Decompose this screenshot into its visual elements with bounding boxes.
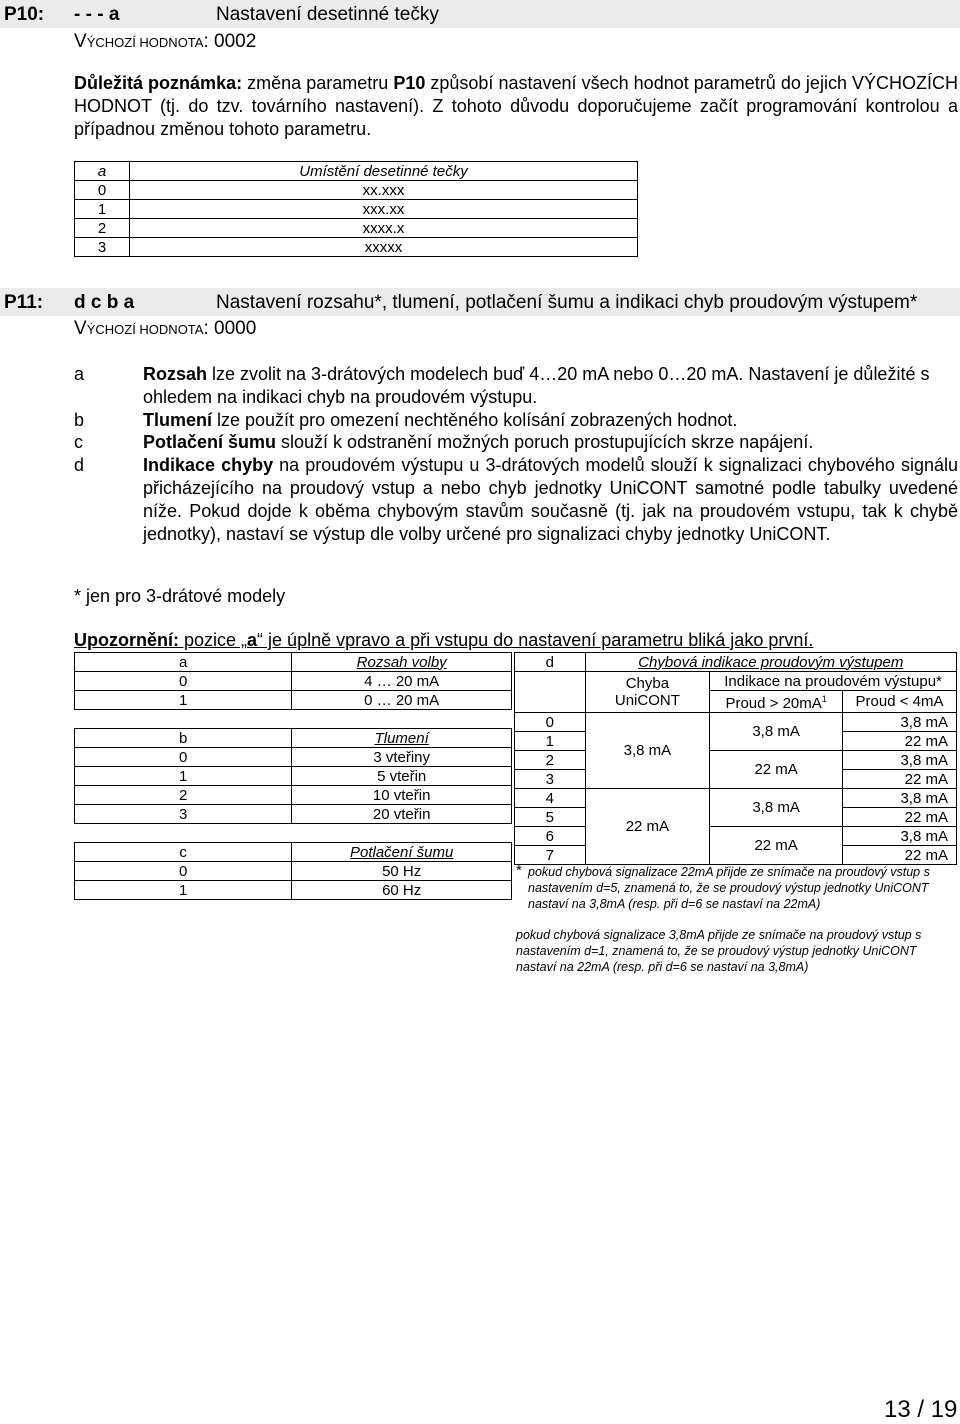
error-row-d: 0 <box>515 713 586 732</box>
lt-cell: 22 mA <box>843 732 957 751</box>
error-table-gt-header <box>710 691 843 713</box>
p10-digits: - - - a <box>74 4 120 25</box>
item-error-text: na proudovém výstupu u 3-drátových modelů slouží k signalizaci chybového signálu přicházejícího na proudový vstup a nebo chyb jednotky UniCONT samotné podle tabulky uvedené níže. Pokud dojde k oběma chybovým stavům současně (tj. jak na proudovém vstupu, tak k chybě jednotky), nastaví se výstup dle volby určené pro signalizaci chyby jednotky UniCONT. <box>143 455 958 544</box>
item-letter-b: b <box>74 410 85 430</box>
item-damping-label: Tlumení <box>143 410 213 430</box>
p11-code: P11: <box>4 292 44 313</box>
damping-row-key: 1 <box>75 767 292 786</box>
decimal-table-row-key: 3 <box>75 238 130 257</box>
p10-default-value: 0002 <box>214 31 257 52</box>
item-damping-text: lze použít pro omezení nechtěného kolísání zobrazených hodnot. <box>212 410 738 430</box>
error-table-empty <box>515 672 586 713</box>
table-spacer <box>75 710 292 729</box>
error-row-d: 7 <box>515 846 586 865</box>
error-row-d: 5 <box>515 808 586 827</box>
item-letter-c: c <box>74 432 83 452</box>
lt-cell: 3,8 mA <box>843 789 957 808</box>
lt-cell: 3,8 mA <box>843 751 957 770</box>
p10-default-line <box>74 31 256 53</box>
warning-line <box>74 629 813 652</box>
error-table-title: Chybová indikace proudovým výstupem <box>585 653 956 672</box>
p10-code: P10: <box>4 4 45 25</box>
lt-cell: 22 mA <box>843 770 957 789</box>
gt-header-text: Proud > 20mA <box>725 695 822 712</box>
error-row-d: 3 <box>515 770 586 789</box>
damping-header-key: b <box>75 729 292 748</box>
error-row-d: 2 <box>515 751 586 770</box>
decimal-table-row-key: 2 <box>75 219 130 238</box>
gt-cell: 22 mA <box>710 827 843 865</box>
range-row-value: 0 … 20 mA <box>292 691 512 710</box>
p10-header-band <box>0 0 960 28</box>
p11-default-label: ÝCHOZÍ HODNOTA <box>86 322 204 337</box>
footnote-3-wire: * jen pro 3-drátové modely <box>74 586 286 606</box>
decimal-table-row-value: xxxx.x <box>130 219 638 238</box>
lt-cell: 3,8 mA <box>843 827 957 846</box>
decimal-table-header-a: a <box>75 162 130 181</box>
page-number: 13 / 19 <box>884 1396 958 1423</box>
item-description-error <box>143 454 958 546</box>
lt-cell: 22 mA <box>843 808 957 827</box>
damping-header-title: Tlumení <box>292 729 512 748</box>
unicont-cell: 3,8 mA <box>585 713 710 789</box>
decimal-table-row-key: 1 <box>75 200 130 219</box>
item-range-label: Rozsah <box>143 364 208 384</box>
warning-letter: a <box>247 630 258 650</box>
item-range-text: lze zvolit na 3-drátových modelech buď 4…20 mA nebo 0…20 mA. Nastavení je důležité s ohledem na indikaci chyb na proudovém výstupu. <box>143 364 930 407</box>
p11-default-value: 0000 <box>214 318 257 339</box>
decimal-table-row-value: xxxxx <box>130 238 638 257</box>
decimal-table-row-key: 0 <box>75 181 130 200</box>
decimal-point-table <box>74 161 638 257</box>
item-description-range <box>143 363 943 409</box>
p11-default-label-v: V <box>74 318 87 339</box>
noise-row-value: 60 Hz <box>292 881 512 900</box>
error-table-output-header: Indikace na proudovém výstupu* <box>710 672 957 691</box>
p11-default-colon: : <box>203 318 215 339</box>
decimal-table-header-position: Umístění desetinné tečky <box>130 162 638 181</box>
item-noise-text: slouží k odstranění možných poruch prostupujících skrze napájení. <box>276 432 814 452</box>
damping-row-key: 2 <box>75 786 292 805</box>
error-table-lt-header: Proud < 4mA <box>843 691 957 713</box>
gt-header-sup: 1 <box>821 694 827 704</box>
range-header-key: a <box>75 653 292 672</box>
p10-default-label: ÝCHOZÍ HODNOTA <box>86 35 204 50</box>
error-row-d: 4 <box>515 789 586 808</box>
damping-row-value: 3 vteřiny <box>292 748 512 767</box>
damping-row-value: 10 vteřin <box>292 786 512 805</box>
damping-row-value: 20 vteřin <box>292 805 512 824</box>
note-star: * <box>516 862 522 879</box>
error-table-unicont-header <box>585 672 710 713</box>
noise-row-key: 0 <box>75 862 292 881</box>
table-spacer <box>75 824 292 843</box>
unicont-header-line1: Chyba <box>625 675 670 692</box>
damping-row-value: 5 vteřin <box>292 767 512 786</box>
p10-note <box>74 72 958 141</box>
warning-label: Upozornění: <box>74 630 179 650</box>
unicont-cell: 22 mA <box>585 789 710 865</box>
p10-title: Nastavení desetinné tečky <box>216 4 439 25</box>
noise-row-key: 1 <box>75 881 292 900</box>
error-row-d: 6 <box>515 827 586 846</box>
item-description-noise <box>143 431 958 454</box>
p10-note-label: Důležitá poznámka: <box>74 73 243 93</box>
note-38ma: pokud chybová signalizace 3,8mA přijde ze snímače na proudový vstup s nastavením d=1, znamená to, že se proudový výstup jednotky UniCONT nastaví na 22mA (resp. při d=6 se nastaví na 3,8mA) <box>516 928 922 974</box>
table-spacer <box>292 710 512 729</box>
decimal-table-row-value: xx.xxx <box>130 181 638 200</box>
p10-note-text-a: změna parametru <box>242 73 394 93</box>
p10-note-param: P10 <box>393 73 426 93</box>
p10-default-colon: : <box>203 31 215 52</box>
warning-text-a: pozice „ <box>179 630 248 650</box>
error-row-d: 1 <box>515 732 586 751</box>
p11-default-line <box>74 318 256 340</box>
gt-cell: 22 mA <box>710 751 843 789</box>
lt-cell: 3,8 mA <box>843 713 957 732</box>
item-description-damping <box>143 409 958 432</box>
item-letter-d: d <box>74 455 85 475</box>
noise-header-title: Potlačení šumu <box>292 843 512 862</box>
lt-cell: 22 mA <box>843 846 957 865</box>
note-22ma: pokud chybová signalizace 22mA přijde ze snímače na proudový vstup s nastavením d=5, znamená to, že se proudový výstup jednotky UniCONT nastaví na 3,8mA (resp. při d=6 se nastaví na 22mA) <box>528 865 930 911</box>
p11-digits: d c b a <box>74 292 135 313</box>
p10-default-label-v: V <box>74 31 87 52</box>
item-error-label: Indikace chyby <box>143 455 274 475</box>
p10-note-text-b: způsobí nastavení všech hodnot parametrů do jejich VÝCHOZÍCH HODNOT (tj. do tzv. továrního nastavení). Z tohoto důvodu doporučujeme začít programování kontrolou a případnou změnou tohoto parametru. <box>74 73 959 139</box>
item-noise-label: Potlačení šumu <box>143 432 277 452</box>
error-indication-table <box>514 652 957 865</box>
range-row-key: 1 <box>75 691 292 710</box>
error-table-header-d: d <box>515 653 586 672</box>
noise-header-key: c <box>75 843 292 862</box>
table-spacer <box>292 824 512 843</box>
decimal-table-row-value: xxx.xx <box>130 200 638 219</box>
range-row-value: 4 … 20 mA <box>292 672 512 691</box>
gt-cell: 3,8 mA <box>710 713 843 751</box>
p11-title: Nastavení rozsahu*, tlumení, potlačení šumu a indikaci chyb proudovým výstupem* <box>216 292 918 313</box>
range-header-title: Rozsah volby <box>292 653 512 672</box>
damping-row-key: 3 <box>75 805 292 824</box>
settings-table <box>74 652 512 900</box>
noise-row-value: 50 Hz <box>292 862 512 881</box>
unicont-header-line2: UniCONT <box>614 692 680 709</box>
gt-cell: 3,8 mA <box>710 789 843 827</box>
damping-row-key: 0 <box>75 748 292 767</box>
range-row-key: 0 <box>75 672 292 691</box>
warning-text-b: “ je úplně vpravo a při vstupu do nastavení parametru bliká jako první. <box>257 630 814 650</box>
item-letter-a: a <box>74 364 85 384</box>
